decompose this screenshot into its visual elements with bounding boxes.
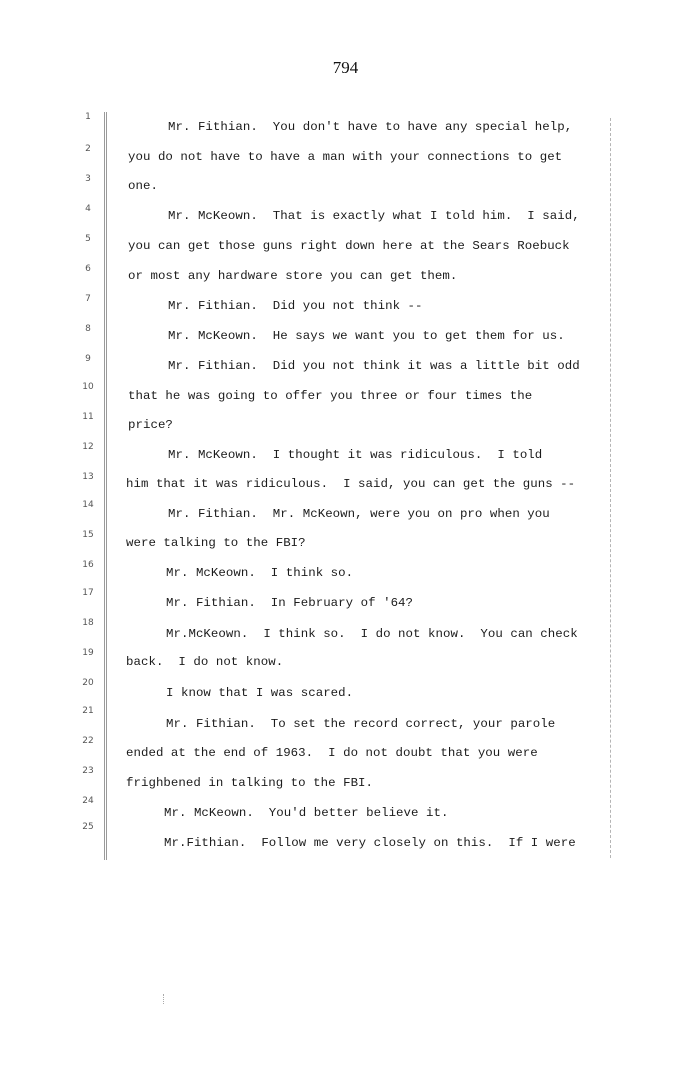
- transcript-line: you do not have to have a man with your connections to get: [128, 150, 563, 164]
- line-number: 4: [85, 204, 91, 214]
- line-number: 1: [85, 112, 91, 122]
- line-number: 21: [82, 706, 94, 716]
- line-number: 12: [82, 442, 94, 452]
- transcript-line: Mr. McKeown. He says we want you to get them for us.: [168, 329, 565, 343]
- transcript-line: one.: [128, 179, 158, 193]
- line-number: 13: [82, 472, 94, 482]
- line-number: 23: [82, 766, 94, 776]
- transcript-line: Mr. McKeown. That is exactly what I told him. I said,: [168, 209, 580, 223]
- transcript-line: I know that I was scared.: [166, 686, 354, 700]
- line-number: 24: [82, 796, 94, 806]
- line-number: 10: [82, 382, 94, 392]
- transcript-line: you can get those guns right down here at the Sears Roebuck: [128, 239, 570, 253]
- transcript-line: price?: [128, 418, 173, 432]
- transcript-line: or most any hardware store you can get them.: [128, 269, 458, 283]
- line-number: 22: [82, 736, 94, 746]
- transcript-line: him that it was ridiculous. I said, you can get the guns --: [126, 477, 576, 491]
- transcript-line: Mr. Fithian. Mr. McKeown, were you on pro when you: [168, 507, 550, 521]
- line-number: 9: [85, 354, 91, 364]
- line-number: 17: [82, 588, 94, 598]
- line-number: 2: [85, 144, 91, 154]
- transcript-line: Mr. Fithian. To set the record correct, your parole: [166, 717, 556, 731]
- transcript-line: Mr. Fithian. You don't have to have any special help,: [168, 120, 573, 134]
- line-number: 16: [82, 560, 94, 570]
- line-number: 19: [82, 648, 94, 658]
- transcript-line: Mr. McKeown. I thought it was ridiculous. I told: [168, 448, 543, 462]
- transcript-line: Mr. Fithian. In February of '64?: [166, 596, 414, 610]
- transcript-line: Mr.McKeown. I think so. I do not know. You can check: [166, 627, 578, 641]
- stray-mark: [163, 994, 165, 1004]
- line-number: 8: [85, 324, 91, 334]
- transcript-line: back. I do not know.: [126, 655, 284, 669]
- transcript-line: Mr. Fithian. Did you not think it was a little bit odd: [168, 359, 580, 373]
- line-number: 20: [82, 678, 94, 688]
- line-number: 15: [82, 530, 94, 540]
- line-number: 6: [85, 264, 91, 274]
- line-number: 7: [85, 294, 91, 304]
- transcript-line: Mr. Fithian. Did you not think --: [168, 299, 423, 313]
- transcript-line: Mr. McKeown. I think so.: [166, 566, 354, 580]
- line-number: 14: [82, 500, 94, 510]
- line-number: 3: [85, 174, 91, 184]
- transcript-line: Mr. McKeown. You'd better believe it.: [164, 806, 449, 820]
- transcript-line: that he was going to offer you three or four times the: [128, 389, 533, 403]
- transcript-line: Mr.Fithian. Follow me very closely on this. If I were: [164, 836, 576, 850]
- line-number: 18: [82, 618, 94, 628]
- transcript-line: were talking to the FBI?: [126, 536, 306, 550]
- line-number: 11: [82, 412, 94, 422]
- transcript-line: frighbened in talking to the FBI.: [126, 776, 374, 790]
- line-number: 25: [82, 822, 94, 832]
- line-number: 5: [85, 234, 91, 244]
- transcript-line: ended at the end of 1963. I do not doubt that you were: [126, 746, 538, 760]
- page-number: 794: [332, 58, 359, 77]
